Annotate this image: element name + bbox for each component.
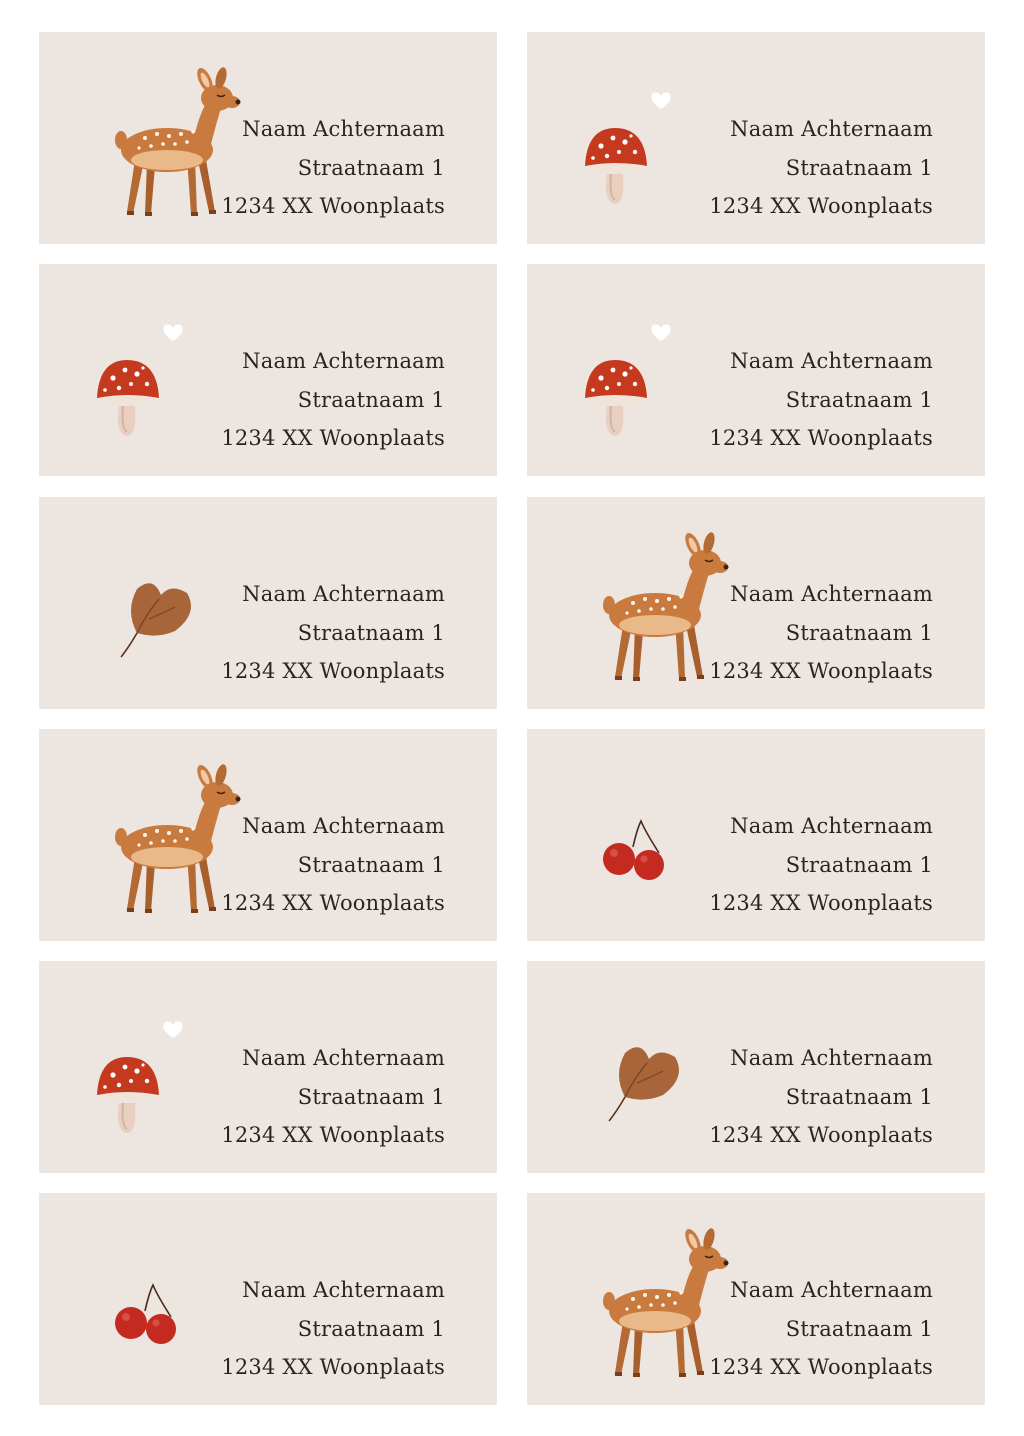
recipient-name: Naam Achternaam (730, 1046, 933, 1070)
address-label (39, 32, 497, 244)
address-label (527, 497, 985, 709)
city-line: 1234 XX Woonplaats (709, 426, 933, 450)
recipient-name: Naam Achternaam (730, 1278, 933, 1302)
address-block (221, 110, 445, 226)
address-label (527, 32, 985, 244)
address-block (221, 575, 445, 691)
city-line: 1234 XX Woonplaats (221, 194, 445, 218)
city-line: 1234 XX Woonplaats (709, 659, 933, 683)
address-label (527, 729, 985, 941)
address-block (709, 1039, 933, 1155)
address-block (221, 1039, 445, 1155)
city-line: 1234 XX Woonplaats (221, 426, 445, 450)
address-block (709, 807, 933, 923)
street-line: Straatnaam 1 (785, 387, 933, 412)
city-line: 1234 XX Woonplaats (221, 891, 445, 915)
recipient-name: Naam Achternaam (730, 814, 933, 838)
recipient-name: Naam Achternaam (730, 117, 933, 141)
city-line: 1234 XX Woonplaats (709, 1123, 933, 1147)
recipient-name: Naam Achternaam (242, 117, 445, 141)
city-line: 1234 XX Woonplaats (221, 659, 445, 683)
city-line: 1234 XX Woonplaats (709, 1355, 933, 1379)
address-label (39, 729, 497, 941)
street-line: Straatnaam 1 (297, 620, 445, 645)
address-label (527, 1193, 985, 1405)
address-label (39, 497, 497, 709)
recipient-name: Naam Achternaam (242, 582, 445, 606)
recipient-name: Naam Achternaam (242, 1046, 445, 1070)
street-line: Straatnaam 1 (297, 1084, 445, 1109)
street-line: Straatnaam 1 (785, 852, 933, 877)
address-label (39, 264, 497, 476)
recipient-name: Naam Achternaam (730, 582, 933, 606)
address-label (39, 1193, 497, 1405)
city-line: 1234 XX Woonplaats (709, 891, 933, 915)
address-block (709, 342, 933, 458)
street-line: Straatnaam 1 (785, 1316, 933, 1341)
address-block (709, 1271, 933, 1387)
address-block (221, 1271, 445, 1387)
city-line: 1234 XX Woonplaats (221, 1123, 445, 1147)
street-line: Straatnaam 1 (297, 387, 445, 412)
address-block (709, 110, 933, 226)
street-line: Straatnaam 1 (785, 1084, 933, 1109)
address-block (221, 807, 445, 923)
street-line: Straatnaam 1 (785, 155, 933, 180)
address-label (527, 961, 985, 1173)
recipient-name: Naam Achternaam (242, 1278, 445, 1302)
street-line: Straatnaam 1 (297, 155, 445, 180)
recipient-name: Naam Achternaam (242, 814, 445, 838)
address-block (709, 575, 933, 691)
recipient-name: Naam Achternaam (242, 349, 445, 373)
street-line: Straatnaam 1 (297, 852, 445, 877)
street-line: Straatnaam 1 (785, 620, 933, 645)
street-line: Straatnaam 1 (297, 1316, 445, 1341)
city-line: 1234 XX Woonplaats (221, 1355, 445, 1379)
address-label (527, 264, 985, 476)
address-block (221, 342, 445, 458)
city-line: 1234 XX Woonplaats (709, 194, 933, 218)
recipient-name: Naam Achternaam (730, 349, 933, 373)
address-label (39, 961, 497, 1173)
